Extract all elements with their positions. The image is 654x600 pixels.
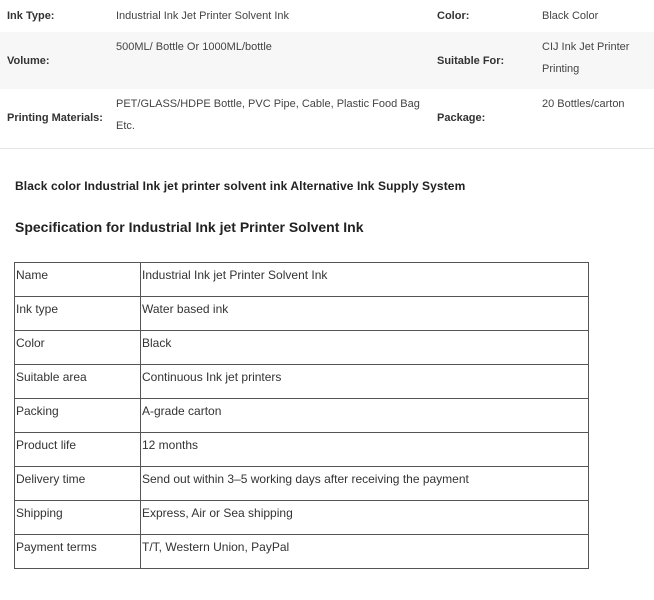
spec-key: Payment terms — [15, 535, 141, 569]
attribute-value: 20 Bottles/carton — [542, 98, 625, 110]
attribute-value: Industrial Ink Jet Printer Solvent Ink — [116, 10, 290, 22]
spec-title: Specification for Industrial Ink jet Printer Solvent Ink — [15, 219, 364, 235]
spec-key: Delivery time — [15, 467, 141, 501]
table-row — [15, 297, 589, 331]
attribute-label: Ink Type: — [7, 10, 55, 22]
spec-table — [14, 262, 589, 569]
attribute-value: PET/GLASS/HDPE Bottle, PVC Pipe, Cable, Plastic Food Bag Etc. — [116, 98, 420, 132]
table-row — [15, 467, 589, 501]
spec-value: Black — [141, 331, 589, 365]
table-row — [15, 501, 589, 535]
spec-value: A-grade carton — [141, 399, 589, 433]
description-heading: Black color Industrial Ink jet printer solvent ink Alternative Ink Supply System — [15, 179, 466, 193]
spec-key: Product life — [15, 433, 141, 467]
table-row — [15, 399, 589, 433]
attribute-label: Printing Materials: — [7, 112, 103, 124]
spec-key: Shipping — [15, 501, 141, 535]
spec-key: Color — [15, 331, 141, 365]
spec-value: Industrial Ink jet Printer Solvent Ink — [141, 263, 589, 297]
product-attributes-table — [0, 0, 654, 147]
table-row — [15, 331, 589, 365]
spec-table-body — [15, 263, 589, 569]
spec-value: Send out within 3–5 working days after receiving the payment — [141, 467, 589, 501]
section-divider — [0, 148, 654, 149]
spec-value: T/T, Western Union, PayPal — [141, 535, 589, 569]
spec-key: Name — [15, 263, 141, 297]
attribute-label: Suitable For: — [437, 54, 505, 67]
spec-value: Water based ink — [141, 297, 589, 331]
table-row — [15, 365, 589, 399]
table-row — [15, 535, 589, 569]
attribute-row — [0, 89, 654, 147]
table-row — [15, 263, 589, 297]
attribute-row — [0, 32, 654, 89]
attribute-label: Volume: — [7, 54, 50, 67]
attribute-label: Color: — [437, 10, 470, 22]
attribute-row — [0, 0, 654, 32]
spec-value: Continuous Ink jet printers — [141, 365, 589, 399]
spec-key: Packing — [15, 399, 141, 433]
spec-key: Suitable area — [15, 365, 141, 399]
attribute-value: CIJ Ink Jet Printer Printing — [542, 41, 630, 75]
attribute-value: 500ML/ Bottle Or 1000ML/bottle — [116, 41, 272, 53]
attribute-label: Package: — [437, 112, 486, 124]
spec-key: Ink type — [15, 297, 141, 331]
spec-value: 12 months — [141, 433, 589, 467]
table-row — [15, 433, 589, 467]
attribute-value: Black Color — [542, 10, 599, 22]
spec-value: Express, Air or Sea shipping — [141, 501, 589, 535]
